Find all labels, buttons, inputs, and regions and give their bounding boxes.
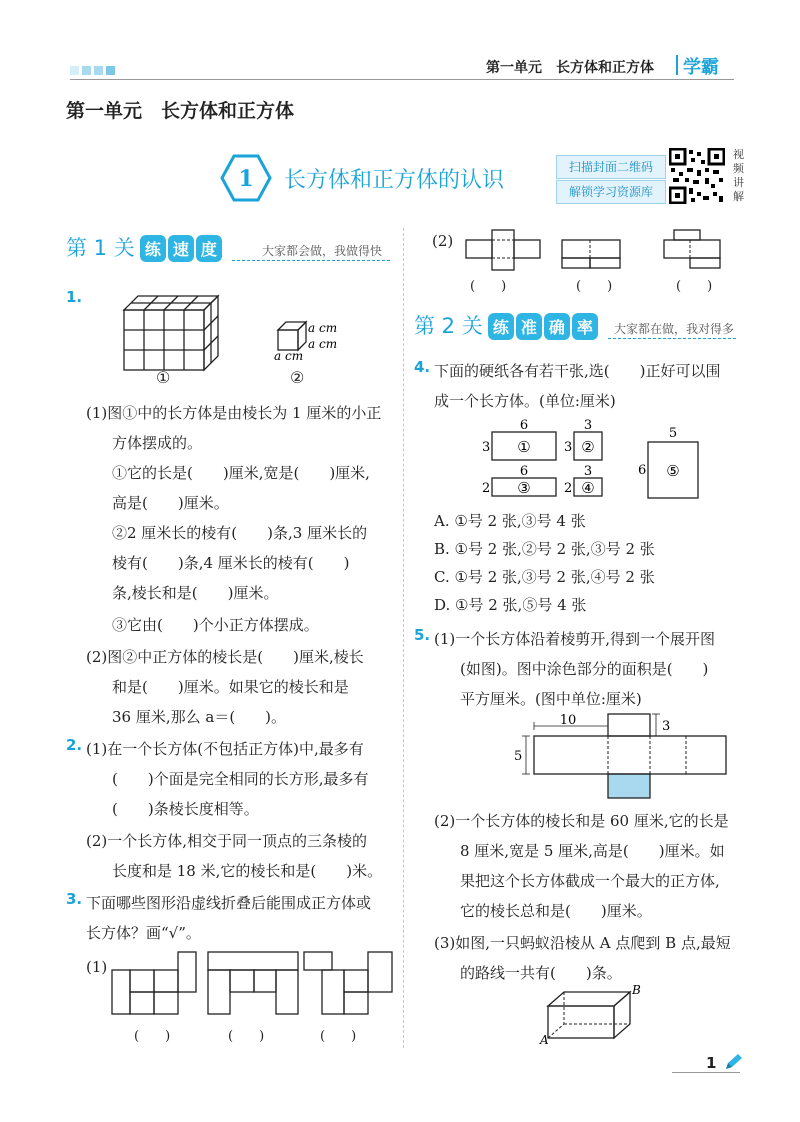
level-1-tag-char: 练 (140, 235, 166, 262)
svg-text:10: 10 (559, 713, 577, 728)
q5-cuboid-figure (536, 984, 646, 1048)
level-2-tag-char: 率 (572, 313, 598, 340)
level-1-label: 第 1 关 (66, 236, 135, 260)
q1-figures (118, 290, 358, 390)
q4-line: 成一个长方体。(单位:厘米) (434, 392, 616, 410)
header-rule (70, 79, 734, 80)
q3-answer-blank[interactable]: ( ) (676, 279, 713, 294)
q1-line: ②2 厘米长的棱有( )条,3 厘米长的 (112, 524, 368, 542)
level-1-slogan: 大家都会做，我做得快 (262, 244, 383, 258)
q2-line: (1)在一个长方体(不包括正方体)中,最多有 (86, 740, 364, 758)
svg-text:B: B (632, 984, 641, 997)
svg-text:3: 3 (482, 440, 491, 455)
q5-net-figure (510, 712, 740, 808)
q3-part-2-label: (2) (432, 232, 454, 250)
header-decor (70, 66, 79, 75)
page-number: 1 (706, 1054, 717, 1072)
lesson-title: 长方体和正方体的认识 (284, 168, 505, 193)
svg-text:5: 5 (668, 426, 678, 441)
svg-text:④: ④ (581, 479, 595, 497)
lesson-number-badge (214, 152, 278, 204)
scan-tip-1: 扫描封面二维码 (556, 155, 666, 179)
level-1-tag-char: 度 (196, 235, 222, 262)
level-1-underline (232, 260, 390, 261)
svg-text:2: 2 (564, 481, 573, 496)
svg-text:a cm: a cm (308, 321, 338, 335)
column-divider (403, 228, 404, 1048)
q4-option-d[interactable]: D. ①号 2 张,⑤号 4 张 (434, 596, 587, 614)
q3-number: 3. (66, 890, 83, 908)
q1-number: 1. (66, 288, 83, 306)
pencil-icon (722, 1052, 744, 1072)
q1-line: (2)图②中正方体的棱长是( )厘米,棱长 (86, 648, 364, 666)
level-2-label: 第 2 关 (414, 314, 483, 338)
q4-number: 4. (414, 358, 431, 376)
q1-fig-label-2: ② (290, 368, 305, 387)
q1-fig-label-1: ① (156, 368, 171, 387)
level-2-tag-char: 准 (516, 313, 542, 340)
qr-code[interactable] (669, 148, 725, 204)
q2-line: (2)一个长方体,相交于同一顶点的三条棱的 (86, 832, 368, 850)
footer-rule (672, 1072, 740, 1073)
brand-logo: 学霸 (683, 57, 719, 78)
q3-answer-blank[interactable]: ( ) (228, 1029, 265, 1044)
q5-line: (如图)。图中涂色部分的面积是( ) (460, 660, 709, 678)
q4-option-c[interactable]: C. ①号 2 张,③号 2 张,④号 2 张 (434, 568, 655, 586)
level-2-heading (414, 310, 600, 340)
q1-line: ③它由( )个小正方体摆成。 (112, 616, 319, 634)
svg-text:③: ③ (517, 479, 531, 497)
q1-line: 36 厘米,那么 a＝( )。 (112, 708, 287, 726)
header-decor (82, 66, 91, 75)
svg-text:A: A (540, 1033, 549, 1047)
q5-line: 8 厘米,宽是 5 厘米,高是( )厘米。如 (460, 842, 725, 860)
svg-text:6: 6 (638, 463, 647, 478)
q1-line: 棱有( )条,4 厘米长的棱有( ) (112, 554, 350, 572)
q3-answer-blank[interactable]: ( ) (470, 279, 507, 294)
svg-text:⑤: ⑤ (666, 462, 680, 480)
video-label: 视 频 讲 解 (733, 148, 744, 203)
q2-line: ( )个面是完全相同的长方形,最多有 (112, 770, 369, 788)
q5-line: 的路线一共有( )条。 (460, 964, 622, 982)
header-decor (94, 66, 103, 75)
lesson-number: 1 (238, 166, 254, 192)
q3-answer-blank[interactable]: ( ) (320, 1029, 357, 1044)
svg-text:①: ① (517, 438, 531, 456)
q3-answer-blank[interactable]: ( ) (134, 1029, 171, 1044)
q3-nets-1 (108, 948, 398, 1018)
svg-text:3: 3 (662, 719, 671, 734)
svg-text:②: ② (581, 438, 595, 456)
q5-line: 平方厘米。(图中单位:厘米) (460, 690, 642, 708)
q3-answer-blank[interactable]: ( ) (576, 279, 613, 294)
header-divider (676, 55, 678, 75)
q4-option-a[interactable]: A. ①号 2 张,③号 4 张 (434, 512, 586, 530)
q4-line: 下面的硬纸各有若干张,选( )正好可以围 (434, 362, 721, 380)
level-2-tag-char: 确 (544, 313, 570, 340)
q1-line: 高是( )厘米。 (112, 494, 229, 512)
q2-line: 长度和是 18 米,它的棱长和是( )米。 (112, 862, 383, 880)
q4-option-b[interactable]: B. ①号 2 张,②号 2 张,③号 2 张 (434, 540, 655, 558)
svg-text:a cm: a cm (308, 337, 338, 351)
q5-line: 它的棱长总和是( )厘米。 (460, 902, 652, 920)
level-2-underline (608, 338, 736, 339)
level-2-slogan: 大家都在做，我对得多 (614, 322, 735, 336)
svg-text:6: 6 (519, 418, 529, 433)
svg-text:2: 2 (482, 481, 491, 496)
level-1-heading (66, 232, 224, 262)
q1-line: ①它的长是( )厘米,宽是( )厘米, (112, 464, 370, 482)
q5-line: (1)一个长方体沿着棱剪开,得到一个展开图 (434, 630, 716, 648)
svg-text:a cm: a cm (274, 349, 304, 363)
q1-line: 和是( )厘米。如果它的棱长和是 (112, 678, 349, 696)
q3-line: 下面哪些图形沿虚线折叠后能围成正方体或 (86, 894, 372, 912)
svg-text:5: 5 (514, 749, 523, 764)
q2-line: ( )条棱长度相等。 (112, 800, 259, 818)
header-decor (106, 66, 115, 75)
header-unit-title: 第一单元 长方体和正方体 (486, 60, 654, 76)
level-2-tag-char: 练 (488, 313, 514, 340)
q1-line: 方体摆成的。 (112, 434, 203, 452)
scan-tip-2: 解锁学习资源库 (556, 180, 666, 204)
level-1-tag-char: 速 (168, 235, 194, 262)
q3-line: 长方体？画“√”。 (86, 924, 201, 942)
page-title: 第一单元 长方体和正方体 (66, 100, 295, 122)
q5-line: (3)如图,一只蚂蚁沿棱从 A 点爬到 B 点,最短 (434, 934, 731, 952)
q5-line: 果把这个长方体截成一个最大的正方体, (460, 872, 720, 890)
svg-text:3: 3 (583, 418, 593, 433)
q3-part-1-label: (1) (86, 958, 108, 976)
q5-line: (2)一个长方体的棱长和是 60 厘米,它的长是 (434, 812, 729, 830)
q1-line: (1)图①中的长方体是由棱长为 1 厘米的小正 (86, 404, 382, 422)
q3-nets-2 (458, 228, 758, 272)
svg-text:3: 3 (564, 440, 573, 455)
q2-number: 2. (66, 736, 83, 754)
q1-line: 条,棱长和是( )厘米。 (112, 584, 279, 602)
svg-text:3: 3 (583, 464, 593, 479)
q4-shapes (478, 418, 708, 508)
q5-number: 5. (414, 626, 431, 644)
svg-text:6: 6 (519, 464, 529, 479)
